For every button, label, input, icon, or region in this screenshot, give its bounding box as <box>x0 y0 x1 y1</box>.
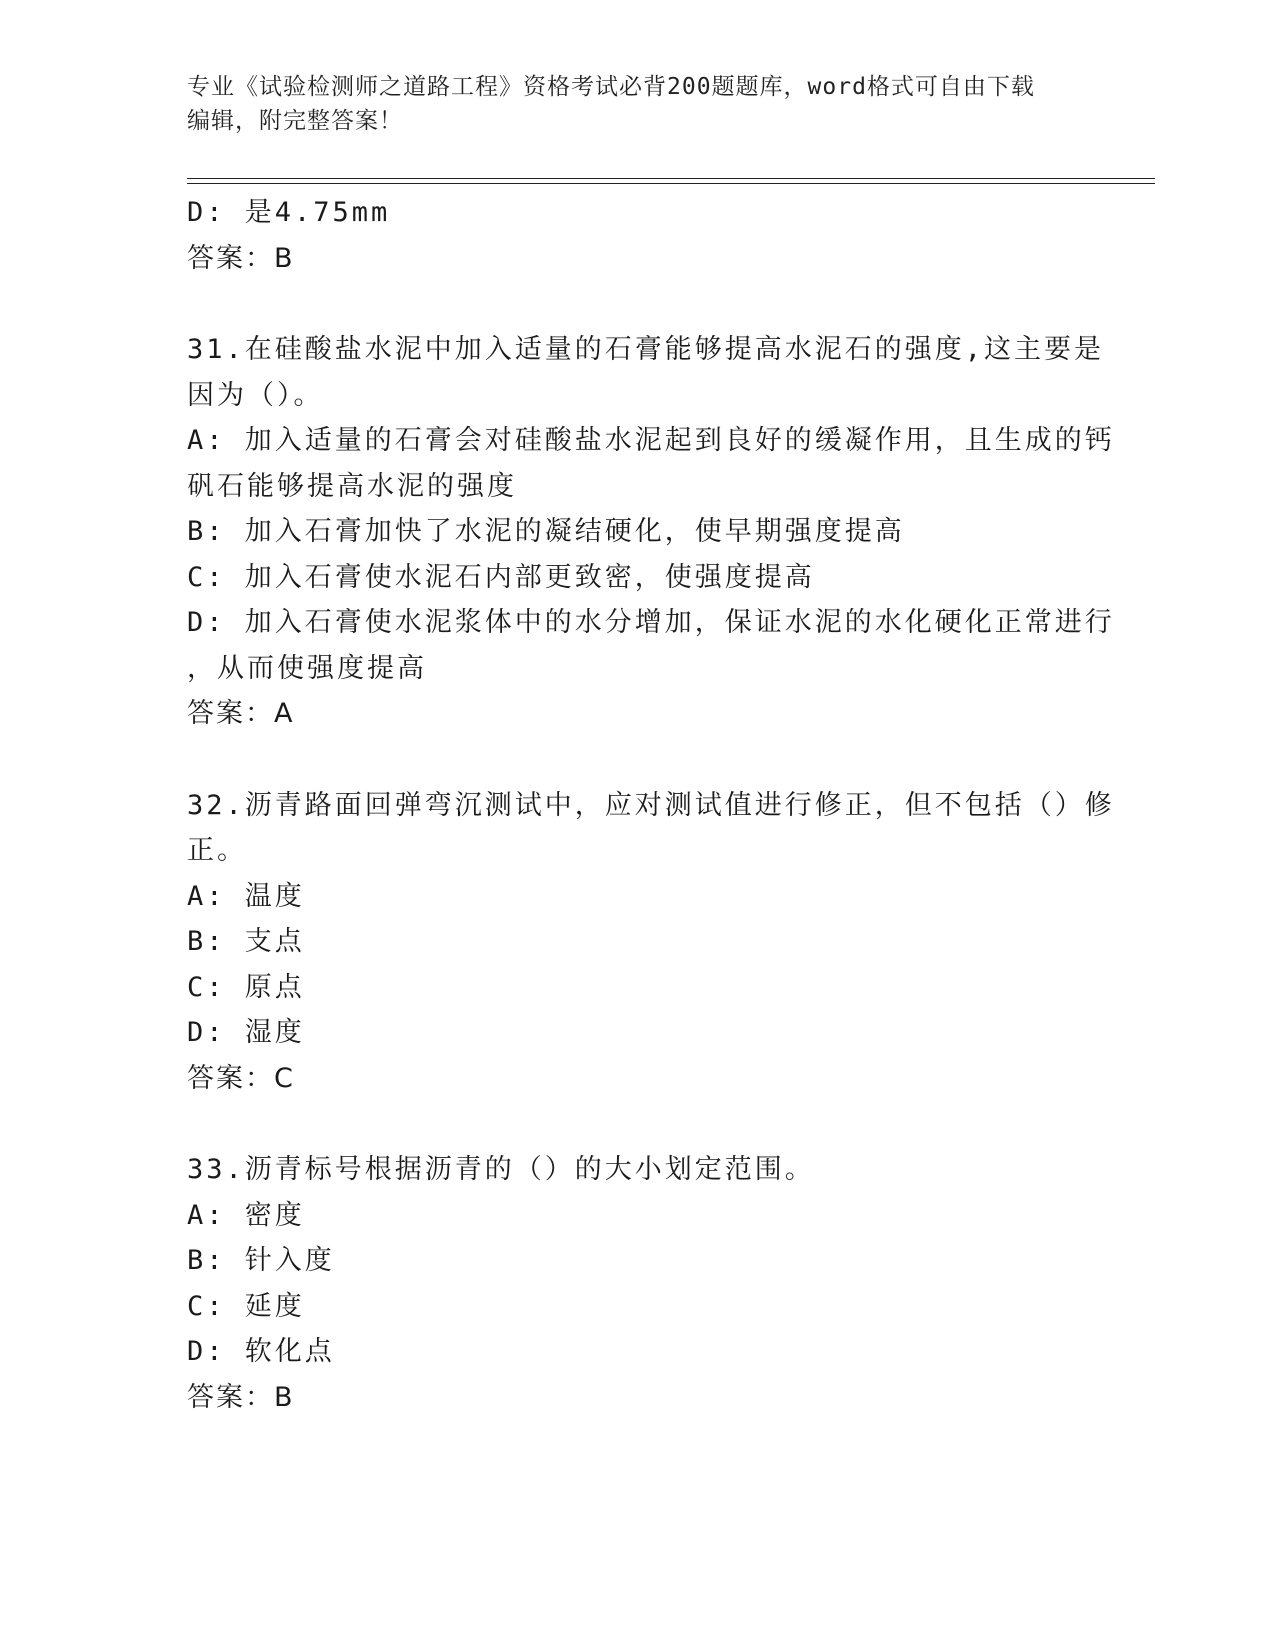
option-c: C: 加入石膏使水泥石内部更致密，使强度提高 <box>187 561 815 593</box>
option-d: D: 湿度 <box>187 1017 305 1048</box>
option-b: B: 针入度 <box>187 1245 335 1276</box>
question-stem-line: 31.在硅酸盐水泥中加入适量的石膏能够提高水泥石的强度,这主要是 <box>187 334 1105 365</box>
answer-line: 答案：C <box>187 1062 295 1094</box>
question-stem-line: 32.沥青路面回弹弯沉测试中，应对测试值进行修正，但不包括（）修 <box>187 789 1115 821</box>
spacer <box>187 281 1087 327</box>
header-divider <box>187 178 1155 184</box>
question-list <box>187 190 1115 1420</box>
option-a: A: 密度 <box>187 1199 305 1231</box>
option-a: A: 温度 <box>187 880 305 912</box>
option-c: C: 原点 <box>187 971 305 1003</box>
answer-line: 答案：A <box>187 698 295 729</box>
question-stem-line: 正。 <box>187 835 247 866</box>
question-31 <box>187 327 1115 737</box>
previous-question-tail <box>187 190 1087 281</box>
option-b: B: 支点 <box>187 926 305 957</box>
question-32 <box>187 783 1115 1102</box>
option-a: A: 加入适量的石膏会对硅酸盐水泥起到良好的缓凝作用，且生成的钙 <box>187 425 1115 456</box>
spacer <box>187 737 1087 783</box>
answer-line: 答案：B <box>187 242 295 274</box>
header-line-2: 编辑，附完整答案！ <box>187 108 403 134</box>
question-stem-line: 33.沥青标号根据沥青的（）的大小划定范围。 <box>187 1154 815 1185</box>
answer-line: 答案：B <box>187 1381 295 1413</box>
option-d: D: 加入石膏使水泥浆体中的水分增加，保证水泥的水化硬化正常进行 <box>187 607 1115 638</box>
option-a-continued: 矾石能够提高水泥的强度 <box>187 470 517 502</box>
question-stem-line: 因为（）。 <box>187 379 324 411</box>
question-33 <box>187 1147 1087 1420</box>
option-b: B: 加入石膏加快了水泥的凝结硬化，使早期强度提高 <box>187 516 905 547</box>
spacer <box>187 1101 1087 1147</box>
header-line-1: 专业《试验检测师之道路工程》资格考试必背200题题库，word格式可自由下载 <box>187 74 1035 100</box>
page-header <box>187 70 1067 138</box>
option-d: D: 是4.75mm <box>187 197 391 228</box>
option-c: C: 延度 <box>187 1290 305 1322</box>
option-d: D: 软化点 <box>187 1336 335 1367</box>
option-d-continued: ，从而使强度提高 <box>187 652 427 684</box>
